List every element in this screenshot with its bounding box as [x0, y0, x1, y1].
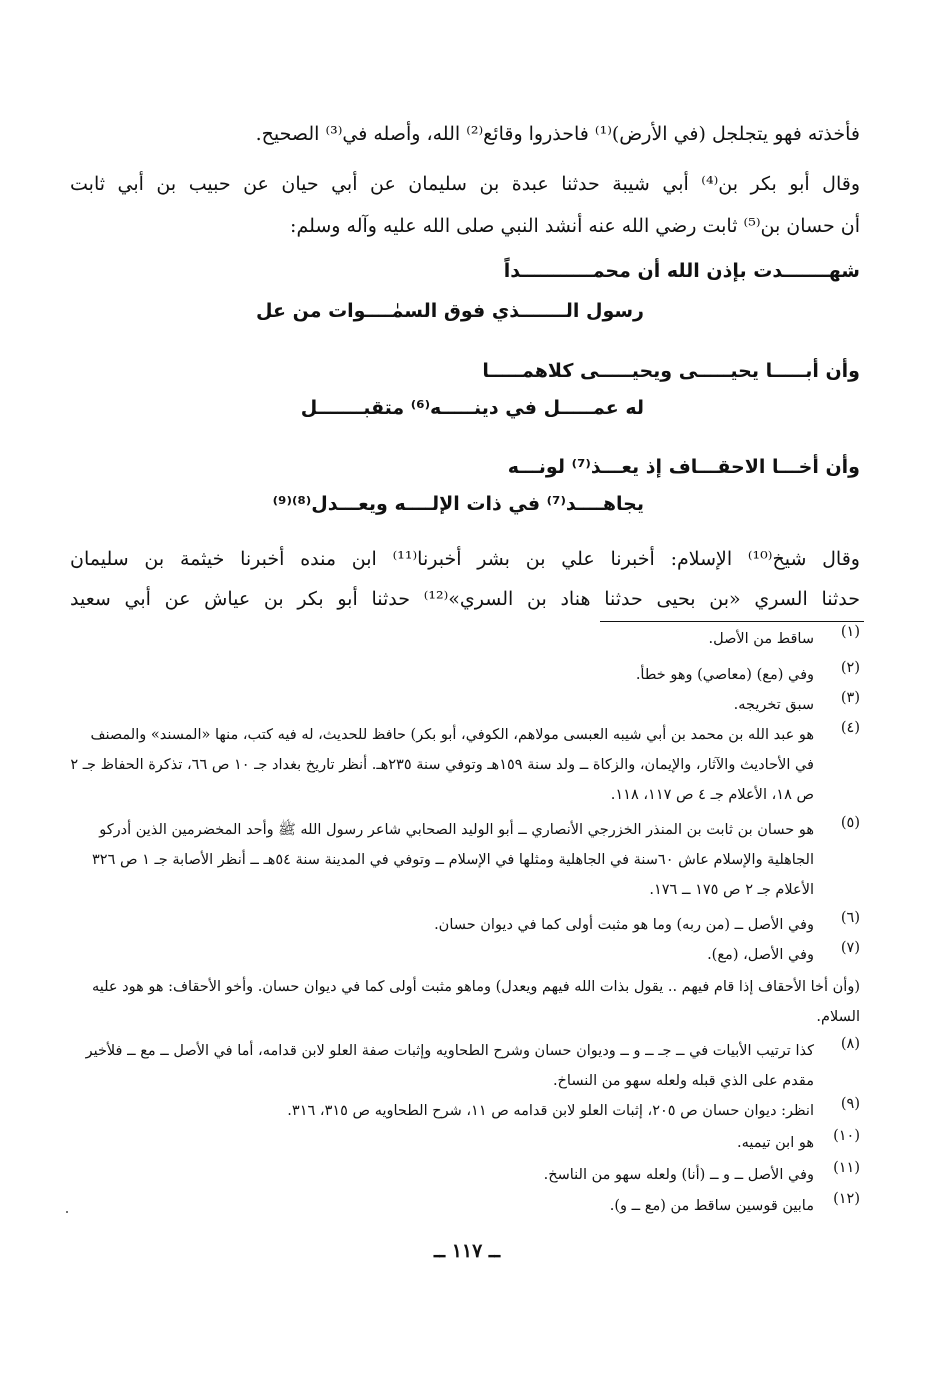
poem-verse-1-first: شهـــــــدت بإذن الله أن محمـــــــــــداً [503, 260, 860, 282]
footnote-10 [70, 1128, 860, 1158]
footnote-number: (٦) [840, 910, 860, 926]
footnote-text: هو ابن تيميه. [736, 1135, 814, 1151]
footnote-number: (٥) [840, 815, 860, 831]
body-line-5: حدثنا السري «بن بحيى حدثنا هناد بن السري»⁽¹²⁾ حدثنا أبو بكر بن عياش عن أبي سعيد [70, 588, 860, 610]
body-line-3: أن حسان بن⁽⁵⁾ ثابت رضي الله عنه أنشد النبي صلى الله عليه وآله وسلم: [290, 215, 860, 237]
scan-speck [66, 1211, 68, 1213]
footnote-separator [600, 621, 864, 622]
poem-verse-2-first: وأن أبـــــا يحيـــــى ويحيـــــى كلاهمـــــا [482, 360, 860, 382]
footnote-text: كذا ترتيب الأبيات في ــ جـ ــ و ــ وديوان حسان وشرح الطحاويه وإثبات صفة العلو لابن قدامه، أما في الأصل ــ مع ــ فلأخير مقدم على الذي قبله ولعله سهو من النساخ. [85, 1043, 814, 1089]
footnote-text: مابين قوسين ساقط من (مع ــ و). [609, 1198, 814, 1214]
page-number: ــ ١١٧ ــ [433, 1240, 501, 1262]
footnote-text: وفي الأصل ــ و ــ (أنا) ولعله سهو من الناسخ. [543, 1167, 814, 1183]
footnote-text: هو حسان بن ثابت بن المنذر الخزرجي الأنصاري ــ أبو الوليد الصحابي شاعر رسول الله ﷺ وأحد المخضرمين الذين أدركو الجاهلية والإسلام عاش ٦٠سنة في الجاهلية ومثلها في الإسلام ــ وتوفي في المدينة سنة ٥٤هـ ــ أنظر الأصابة جـ ١ ص ٣٢٦ الأعلام جـ ٢ ص ١٧٥ ــ ١٧٦. [92, 822, 814, 898]
poem-verse-2-second: له عمـــــل في دينـــــه⁽⁶⁾ متقبـــــــل [300, 397, 644, 419]
footnote-number: (٧) [840, 940, 860, 956]
footnote-number: (١٠) [833, 1128, 860, 1144]
footnote-text: سبق تخريجه. [733, 697, 814, 713]
footnote-text: هو عبد الله بن محمد بن أبي شيبه العبسى مولاهم، الكوفي، أبو بكر) حافظ للحديث، له فيه كتب، منها «المسند» والمصنف في الأحاديث والآثار، والإيمان، والزكاة ــ ولد سنة ١٥٩هـ وتوفي سنة ٢٣٥هـ. أنظر تاريخ بغداد جـ ١٠ ص ٦٦، تذكرة الحفاظ جـ ٢ ص ١٨، الأعلام جـ ٤ ص ١١٧، ١١٨. [70, 727, 814, 803]
body-line-4: وقال شيخ⁽¹⁰⁾ الإسلام: أخبرنا علي بن بشر أخبرنا⁽¹¹⁾ ابن منده أخبرنا خيثمة بن سليمان [70, 548, 860, 570]
footnote-number: (١١) [833, 1160, 860, 1176]
body-line-2: وقال أبو بكر بن⁽⁴⁾ أبي شيبة حدثنا عبدة بن سليمان عن أبي حيان عن حبيب بن أبي ثابت [70, 173, 860, 195]
poem-verse-1-second: رسول الـــــــذي فوق السمٰــــوات من عل [256, 300, 644, 322]
footnote-11 [70, 1160, 860, 1190]
footnote-text: ساقط من الأصل. [708, 631, 814, 647]
footnote-number: (٢) [840, 660, 860, 676]
footnote-text: وفي (مع) (معاصي) وهو خطأ. [635, 667, 814, 683]
footnote-12 [70, 1191, 860, 1221]
footnote-text: وفي الأصل ــ (من ربه) وما هو مثبت أولى كما في ديوان حسان. [434, 917, 814, 933]
footnote-8 [70, 1036, 860, 1096]
footnote-text: انظر: ديوان حسان ص ٢٠٥، إثبات العلو لابن قدامه ص ١١، شرح الطحاويه ص ٣١٥، ٣١٦. [287, 1103, 814, 1119]
poem-verse-3-second: يجاهــــد⁽⁷⁾ في ذات الإلــــه ويعـــدل⁽⁸⁾⁽⁹⁾ [272, 493, 644, 515]
footnote-5 [70, 815, 860, 905]
footnote-2 [70, 660, 860, 690]
footnote-7-continuation: (وأن أخا الأحقاف إذا قام فيهم .. يقول بذات الله فيهم ويعدل) وماهو مثبت أولى كما في ديوان حسان. وأخو الأحقاف: هو هود عليه السلام. [91, 979, 860, 1025]
footnote-text: وفي الأصل، (مع). [707, 947, 814, 963]
footnote-6 [70, 910, 860, 940]
footnote-1 [70, 624, 860, 654]
footnote-number: (١) [840, 624, 860, 640]
footnote-number: (٣) [840, 690, 860, 706]
footnote-number: (٨) [840, 1036, 860, 1052]
footnote-3 [70, 690, 860, 720]
body-line-1: فأخذته فهو يتجلجل (في الأرض)⁽¹⁾ فاحذروا وقائع⁽²⁾ الله، وأصله في⁽³⁾ الصحيح. [255, 123, 860, 145]
footnote-9 [70, 1096, 860, 1126]
footnote-number: (٩) [840, 1096, 860, 1112]
footnote-7 [70, 940, 860, 970]
footnote-number: (٤) [840, 720, 860, 736]
footnote-number: (١٢) [833, 1191, 860, 1207]
poem-verse-3-first: وأن أخـــا الاحقـــاف إذ يعـــذ⁽⁷⁾ لونـــه [507, 456, 860, 478]
footnote-4 [70, 720, 860, 810]
